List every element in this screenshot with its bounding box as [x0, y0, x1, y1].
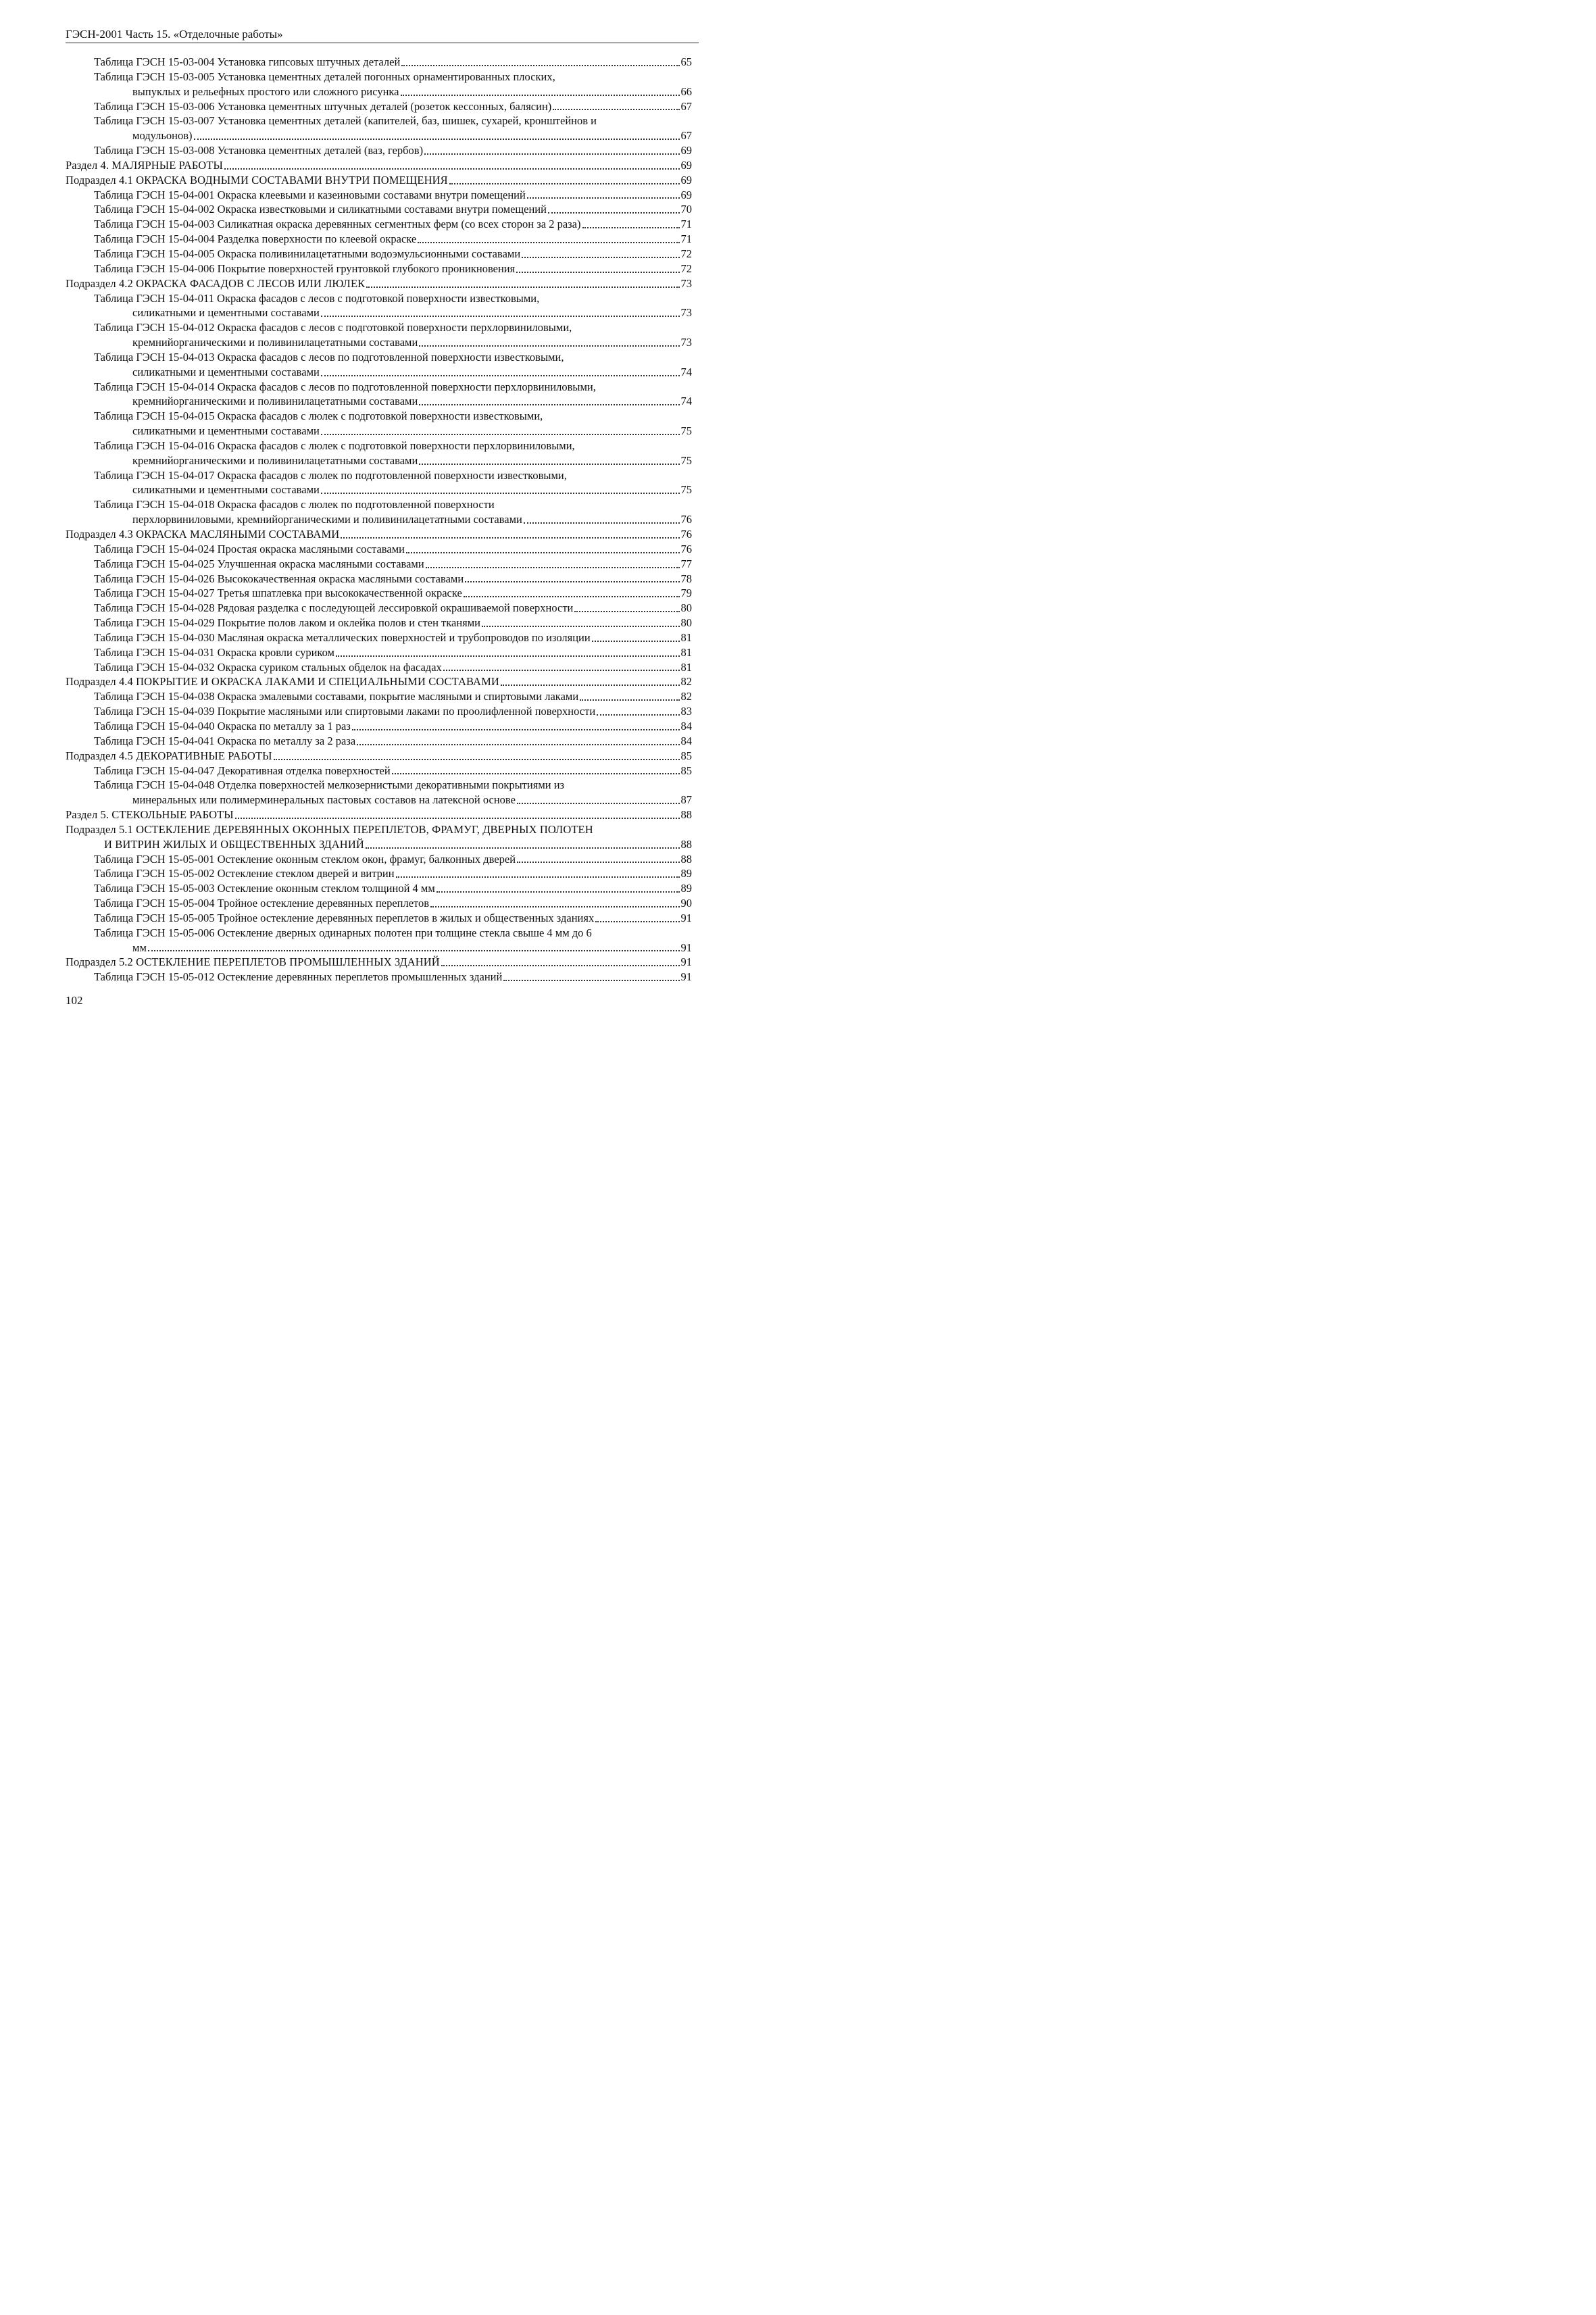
toc-page-number: 79: [680, 587, 692, 600]
toc-entry-text: Таблица ГЭСН 15-04-012 Окраска фасадов с лесов с подготовкой поверхности перхлорвиниловыми,: [94, 321, 572, 334]
toc-entry-text: Таблица ГЭСН 15-04-006 Покрытие поверхностей грунтовкой глубокого проникновения: [94, 262, 516, 275]
toc-page-number: 69: [680, 144, 692, 157]
toc-section-entry[interactable]: [66, 955, 692, 970]
toc-table-entry[interactable]: [66, 793, 692, 807]
toc-page-number: 91: [680, 955, 692, 969]
dot-leader: [235, 817, 680, 819]
toc-table-entry[interactable]: [66, 896, 692, 911]
toc-entry-text-continued: кремнийорганическими и поливинилацетатными составами: [132, 336, 418, 349]
dot-leader: [424, 153, 679, 155]
toc-table-entry[interactable]: [66, 586, 692, 601]
toc-entry-text-continued: модульонов): [132, 129, 193, 143]
toc-entry-text-continued: силикатными и цементными составами: [132, 424, 320, 438]
header-title: ГЭСН-2001 Часть 15. «Отделочные работы»: [66, 28, 283, 41]
dot-leader: [194, 138, 680, 140]
toc-entry-text: [94, 793, 516, 807]
toc-entry-text: Таблица ГЭСН 15-04-003 Силикатная окраска деревянных сегментных ферм (со всех сторон за 2 раза): [94, 218, 581, 231]
toc-entry-text: Таблица ГЭСН 15-04-041 Окраска по металлу за 2 раза: [94, 734, 356, 747]
toc-table-entry[interactable]: [66, 84, 692, 99]
toc-page-number: 88: [680, 808, 692, 822]
toc-entry-text: Таблица ГЭСН 15-04-029 Покрытие полов лаком и оклейка полов и стен тканями: [94, 616, 481, 630]
toc-page-number: 74: [680, 395, 692, 408]
toc-entry-text: [94, 482, 320, 497]
dot-leader: [501, 684, 680, 686]
toc-entry-text-continued: перхлорвиниловыми, кремнийорганическими и поливинилацетатными составами: [132, 513, 522, 526]
toc-page-number: 70: [680, 203, 692, 216]
table-of-contents: [66, 55, 692, 985]
dot-leader: [527, 197, 680, 199]
toc-entry-text: Подраздел 4.3 ОКРАСКА МАСЛЯНЫМИ СОСТАВАМИ: [66, 528, 340, 541]
toc-entry-text-continued: силикатными и цементными составами: [132, 306, 320, 320]
toc-page-number: 88: [680, 837, 692, 851]
toc-page-number: 69: [680, 173, 692, 186]
toc-page-number: 76: [680, 528, 692, 541]
toc-table-entry[interactable]: [66, 704, 692, 719]
toc-page-number: 76: [680, 513, 692, 526]
toc-section-entry[interactable]: [66, 807, 692, 822]
toc-table-entry[interactable]: [66, 630, 692, 645]
toc-section-entry[interactable]: [66, 822, 692, 837]
dot-leader: [341, 537, 679, 539]
toc-table-entry[interactable]: [66, 380, 692, 395]
toc-entry-text: Подраздел 4.2 ОКРАСКА ФАСАДОВ С ЛЕСОВ ИЛИ ЛЮЛЕК: [66, 276, 366, 290]
toc-page-number: 75: [680, 483, 692, 497]
dot-leader: [366, 286, 679, 288]
toc-table-entry[interactable]: [66, 70, 692, 84]
toc-entry-text: Таблица ГЭСН 15-04-018 Окраска фасадов с люлек по подготовленной поверхности: [94, 498, 495, 512]
dot-leader: [482, 625, 679, 627]
toc-table-entry[interactable]: [66, 601, 692, 616]
toc-entry-text: Таблица ГЭСН 15-04-015 Окраска фасадов с люлек с подготовкой поверхности известковыми,: [94, 409, 543, 423]
toc-entry-text: Таблица ГЭСН 15-04-040 Окраска по металлу за 1 раз: [94, 719, 351, 732]
toc-page-number: 67: [680, 99, 692, 113]
toc-table-entry[interactable]: [66, 365, 692, 380]
toc-page-number: 88: [680, 852, 692, 866]
dot-leader: [357, 743, 679, 745]
toc-page-number: 89: [680, 882, 692, 895]
dot-leader: [321, 374, 680, 376]
toc-table-entry[interactable]: [66, 512, 692, 527]
dot-leader: [503, 979, 679, 981]
toc-entry-text: [94, 335, 418, 350]
dot-leader: [396, 876, 680, 878]
toc-entry-text: Таблица ГЭСН 15-05-001 Остекление оконным стеклом окон, фрамуг, балконных дверей: [94, 852, 516, 866]
toc-entry-text: Таблица ГЭСН 15-04-031 Окраска кровли суриком: [94, 645, 334, 659]
toc-section-entry[interactable]: [66, 276, 692, 291]
toc-entry-text: [94, 453, 418, 468]
toc-table-entry[interactable]: [66, 232, 692, 247]
toc-entry-text: Таблица ГЭСН 15-05-002 Остекление стеклом дверей и витрин: [94, 867, 395, 880]
toc-entry-text: Таблица ГЭСН 15-04-017 Окраска фасадов с люлек по подготовленной поверхности известковыми,: [94, 468, 567, 482]
toc-table-entry[interactable]: [66, 497, 692, 512]
toc-entry-text: Подраздел 4.4 ПОКРЫТИЕ И ОКРАСКА ЛАКАМИ И СПЕЦИАЛЬНЫМИ СОСТАВАМИ: [66, 675, 499, 689]
toc-entry-text: Таблица ГЭСН 15-04-026 Высококачественная окраска масляными составами: [94, 572, 464, 585]
toc-section-entry[interactable]: [66, 158, 692, 173]
toc-page-number: 90: [680, 897, 692, 910]
dot-leader: [419, 463, 679, 465]
toc-table-entry[interactable]: [66, 468, 692, 483]
dot-leader: [516, 271, 679, 273]
toc-table-entry[interactable]: [66, 128, 692, 143]
toc-table-entry[interactable]: [66, 424, 692, 439]
toc-table-entry[interactable]: [66, 439, 692, 453]
toc-entry-text: Таблица ГЭСН 15-05-004 Тройное остекление деревянных переплетов: [94, 897, 430, 910]
toc-page-number: 73: [680, 276, 692, 290]
toc-page-number: 84: [680, 734, 692, 747]
dot-leader: [401, 64, 679, 66]
toc-entry-text-continued: силикатными и цементными составами: [132, 483, 320, 497]
toc-entry-text: Таблица ГЭСН 15-03-004 Установка гипсовых штучных деталей: [94, 55, 401, 68]
toc-entry-text: Подраздел 5.2 ОСТЕКЛЕНИЕ ПЕРЕПЛЕТОВ ПРОМЫШЛЕННЫХ ЗДАНИЙ: [66, 955, 440, 969]
dot-leader: [419, 345, 679, 347]
toc-entry-text: Таблица ГЭСН 15-05-006 Остекление дверных одинарных полотен при толщине стекла свыше 4 мм до 6: [94, 926, 592, 939]
toc-page-number: 80: [680, 601, 692, 615]
toc-entry-text: Таблица ГЭСН 15-03-006 Установка цементных штучных деталей (розеток кессонных, балясин): [94, 99, 552, 113]
toc-entry-text: Таблица ГЭСН 15-05-005 Тройное остекление деревянных переплетов в жилых и общественных зданиях: [94, 911, 595, 924]
toc-entry-text: Таблица ГЭСН 15-04-005 Окраска поливинилацетатными водоэмульсионными составами: [94, 247, 521, 260]
toc-table-entry[interactable]: [66, 114, 692, 128]
dot-leader: [592, 640, 680, 642]
toc-entry-text: Таблица ГЭСН 15-03-007 Установка цементных деталей (капителей, баз, шишек, сухарей, кронштейнов и: [94, 114, 597, 128]
toc-page-number: 82: [680, 690, 692, 703]
toc-entry-text: [66, 837, 364, 852]
dot-leader: [336, 655, 680, 657]
toc-page-number: 91: [680, 941, 692, 954]
toc-page-number: 69: [680, 188, 692, 201]
toc-page-number: 80: [680, 616, 692, 630]
dot-leader: [595, 920, 679, 922]
toc-entry-text: Таблица ГЭСН 15-05-003 Остекление оконным стеклом толщиной 4 мм: [94, 882, 435, 895]
toc-page-number: 85: [680, 764, 692, 777]
toc-entry-text: Таблица ГЭСН 15-04-048 Отделка поверхностей мелкозернистыми декоративными покрытиями из: [94, 778, 565, 792]
dot-leader: [401, 94, 680, 96]
toc-table-entry[interactable]: [66, 764, 692, 778]
dot-leader: [517, 861, 679, 863]
running-header: [66, 27, 699, 43]
toc-page-number: 91: [680, 970, 692, 984]
toc-entry-text: Таблица ГЭСН 15-04-016 Окраска фасадов с люлек с подготовкой поверхности перхлорвиниловыми,: [94, 439, 575, 452]
dot-leader: [418, 241, 679, 243]
toc-table-entry[interactable]: [66, 970, 692, 985]
toc-table-entry[interactable]: [66, 689, 692, 704]
toc-entry-text-continued: силикатными и цементными составами: [132, 365, 320, 378]
toc-table-entry[interactable]: [66, 453, 692, 468]
toc-entry-text: Таблица ГЭСН 15-04-039 Покрытие масляными или спиртовыми лаками по проолифленной поверхности: [94, 705, 596, 718]
toc-page-number: 66: [680, 84, 692, 98]
toc-table-entry[interactable]: [66, 394, 692, 409]
toc-table-entry[interactable]: [66, 881, 692, 896]
toc-entry-text: [94, 128, 193, 143]
toc-entry-text-continued: И ВИТРИН ЖИЛЫХ И ОБЩЕСТВЕННЫХ ЗДАНИЙ: [104, 837, 364, 851]
page-number: 102: [66, 994, 83, 1007]
dot-leader: [522, 256, 679, 258]
dot-leader: [553, 108, 679, 110]
toc-entry-text: [94, 305, 320, 320]
toc-table-entry[interactable]: [66, 911, 692, 926]
dot-leader: [437, 891, 680, 893]
toc-table-entry[interactable]: [66, 305, 692, 320]
toc-section-entry[interactable]: [66, 527, 692, 542]
toc-table-entry[interactable]: [66, 409, 692, 424]
toc-entry-text: Таблица ГЭСН 15-04-001 Окраска клеевыми и казеиновыми составами внутри помещений: [94, 188, 526, 201]
toc-table-entry[interactable]: [66, 852, 692, 867]
toc-page-number: 78: [680, 572, 692, 585]
toc-table-entry[interactable]: [66, 542, 692, 557]
toc-page-number: 67: [680, 129, 692, 143]
toc-entry-text: Подраздел 4.5 ДЕКОРАТИВНЫЕ РАБОТЫ: [66, 749, 272, 762]
dot-leader: [426, 566, 680, 568]
toc-entry-text-continued: минеральных или полимерминеральных пастовых составов на латексной основе: [132, 793, 516, 807]
toc-page-number: 83: [680, 705, 692, 718]
toc-table-entry[interactable]: [66, 778, 692, 793]
toc-entry-text: Таблица ГЭСН 15-04-047 Декоративная отделка поверхностей: [94, 764, 391, 777]
toc-table-entry[interactable]: [66, 99, 692, 114]
toc-table-entry[interactable]: [66, 143, 692, 158]
dot-leader: [597, 714, 679, 716]
toc-page-number: 81: [680, 645, 692, 659]
toc-table-entry[interactable]: [66, 734, 692, 749]
toc-page-number: 73: [680, 336, 692, 349]
toc-entry-text: [94, 512, 522, 527]
dot-leader: [548, 211, 680, 214]
toc-table-entry[interactable]: [66, 247, 692, 262]
toc-page-number: 85: [680, 749, 692, 762]
toc-entry-text: Подраздел 4.1 ОКРАСКА ВОДНЫМИ СОСТАВАМИ ВНУТРИ ПОМЕЩЕНИЯ: [66, 173, 448, 186]
dot-leader: [443, 669, 680, 671]
dot-leader: [352, 728, 680, 730]
toc-entry-text: [94, 941, 147, 955]
toc-table-entry[interactable]: [66, 335, 692, 350]
toc-page-number: 76: [680, 542, 692, 555]
dot-leader: [366, 847, 680, 849]
dot-leader: [524, 522, 680, 524]
toc-page-number: 72: [680, 247, 692, 260]
toc-page-number: 84: [680, 719, 692, 732]
dot-leader: [441, 964, 680, 966]
toc-table-entry[interactable]: [66, 866, 692, 881]
toc-table-entry[interactable]: [66, 572, 692, 587]
dot-leader: [580, 699, 679, 701]
toc-table-entry[interactable]: [66, 645, 692, 660]
toc-page-number: 65: [680, 55, 692, 68]
toc-entry-text: Таблица ГЭСН 15-05-012 Остекление деревянных переплетов промышленных зданий: [94, 970, 503, 984]
toc-section-entry[interactable]: [66, 749, 692, 764]
toc-entry-text: Таблица ГЭСН 15-04-038 Окраска эмалевыми составами, покрытие масляными и спиртовыми лаками: [94, 690, 579, 703]
toc-entry-text-continued: кремнийорганическими и поливинилацетатными составами: [132, 395, 418, 408]
toc-page-number: 73: [680, 306, 692, 320]
toc-entry-text: [94, 394, 418, 409]
toc-page-number: 89: [680, 867, 692, 880]
dot-leader: [321, 433, 680, 435]
dot-leader: [321, 315, 680, 317]
toc-entry-text-continued: кремнийорганическими и поливинилацетатными составами: [132, 453, 418, 467]
toc-page-number: 81: [680, 630, 692, 644]
toc-entry-text: Таблица ГЭСН 15-04-014 Окраска фасадов с лесов по подготовленной поверхности перхлорвиниловыми,: [94, 380, 596, 393]
toc-table-entry[interactable]: [66, 926, 692, 941]
toc-page-number: 71: [680, 232, 692, 246]
toc-entry-text-continued: мм: [132, 941, 147, 954]
toc-entry-text: Таблица ГЭСН 15-04-032 Окраска суриком стальных обделок на фасадах: [94, 660, 442, 674]
dot-leader: [517, 802, 680, 804]
toc-page-number: 81: [680, 660, 692, 674]
toc-page-number: 69: [680, 158, 692, 172]
dot-leader: [224, 168, 680, 170]
toc-entry-text-continued: выпуклых и рельефных простого или сложного рисунка: [132, 84, 399, 98]
toc-page-number: 77: [680, 557, 692, 570]
toc-entry-text: Таблица ГЭСН 15-04-013 Окраска фасадов с лесов по подготовленной поверхности известковыми,: [94, 350, 564, 364]
toc-table-entry[interactable]: [66, 291, 692, 306]
toc-table-entry[interactable]: [66, 557, 692, 572]
toc-page-number: 75: [680, 453, 692, 467]
toc-table-entry[interactable]: [66, 188, 692, 203]
toc-page-number: 72: [680, 262, 692, 275]
dot-leader: [430, 905, 679, 907]
toc-entry-text: Раздел 5. СТЕКОЛЬНЫЕ РАБОТЫ: [66, 808, 234, 822]
toc-entry-text: [94, 84, 399, 99]
toc-entry-text: Таблица ГЭСН 15-04-030 Масляная окраска металлических поверхностей и трубопроводов по изоляции: [94, 630, 591, 644]
toc-table-entry[interactable]: [66, 616, 692, 630]
dot-leader: [449, 182, 680, 184]
dot-leader: [465, 580, 679, 582]
dot-leader: [274, 758, 680, 760]
toc-entry-text: [94, 424, 320, 439]
toc-page-number: 82: [680, 675, 692, 689]
toc-table-entry[interactable]: [66, 55, 692, 70]
toc-entry-text: Таблица ГЭСН 15-04-004 Разделка поверхности по клеевой окраске: [94, 232, 417, 246]
dot-leader: [148, 949, 680, 951]
dot-leader: [392, 772, 680, 774]
toc-table-entry[interactable]: [66, 320, 692, 335]
toc-table-entry[interactable]: [66, 660, 692, 675]
toc-page-number: 74: [680, 365, 692, 378]
dot-leader: [406, 551, 680, 553]
toc-page-number: 91: [680, 911, 692, 924]
toc-entry-text: Таблица ГЭСН 15-03-005 Установка цементных деталей погонных орнаментированных плоских,: [94, 70, 555, 83]
toc-page-number: 75: [680, 424, 692, 438]
dot-leader: [321, 492, 680, 494]
toc-entry-text: Таблица ГЭСН 15-04-024 Простая окраска масляными составами: [94, 542, 405, 555]
toc-entry-text: Таблица ГЭСН 15-04-025 Улучшенная окраска масляными составами: [94, 557, 424, 570]
toc-section-entry[interactable]: [66, 173, 692, 188]
dot-leader: [419, 403, 679, 405]
toc-page-number: 71: [680, 218, 692, 231]
dot-leader: [464, 595, 680, 597]
toc-table-entry[interactable]: [66, 262, 692, 276]
toc-table-entry[interactable]: [66, 350, 692, 365]
toc-entry-text: Таблица ГЭСН 15-04-011 Окраска фасадов с лесов с подготовкой поверхности известковыми,: [94, 291, 540, 305]
toc-table-entry[interactable]: [66, 719, 692, 734]
toc-section-entry[interactable]: [66, 837, 692, 852]
toc-entry-text: Таблица ГЭСН 15-04-028 Рядовая разделка с последующей лессировкой окрашиваемой поверхности: [94, 601, 574, 615]
toc-page-number: 87: [680, 793, 692, 807]
toc-table-entry[interactable]: [66, 482, 692, 497]
dot-leader: [582, 226, 680, 228]
toc-entry-text: Раздел 4. МАЛЯРНЫЕ РАБОТЫ: [66, 158, 223, 172]
toc-entry-text: Подраздел 5.1 ОСТЕКЛЕНИЕ ДЕРЕВЯННЫХ ОКОННЫХ ПЕРЕПЛЕТОВ, ФРАМУГ, ДВЕРНЫХ ПОЛОТЕН: [66, 822, 593, 836]
toc-entry-text: Таблица ГЭСН 15-03-008 Установка цементных деталей (ваз, гербов): [94, 144, 424, 157]
toc-entry-text: Таблица ГЭСН 15-04-002 Окраска известковыми и силикатными составами внутри помещений: [94, 203, 547, 216]
toc-table-entry[interactable]: [66, 217, 692, 232]
toc-table-entry[interactable]: [66, 941, 692, 955]
dot-leader: [574, 610, 679, 612]
toc-entry-text: Таблица ГЭСН 15-04-027 Третья шпатлевка при высококачественной окраске: [94, 587, 462, 600]
toc-table-entry[interactable]: [66, 202, 692, 217]
toc-entry-text: [94, 365, 320, 380]
toc-section-entry[interactable]: [66, 674, 692, 689]
